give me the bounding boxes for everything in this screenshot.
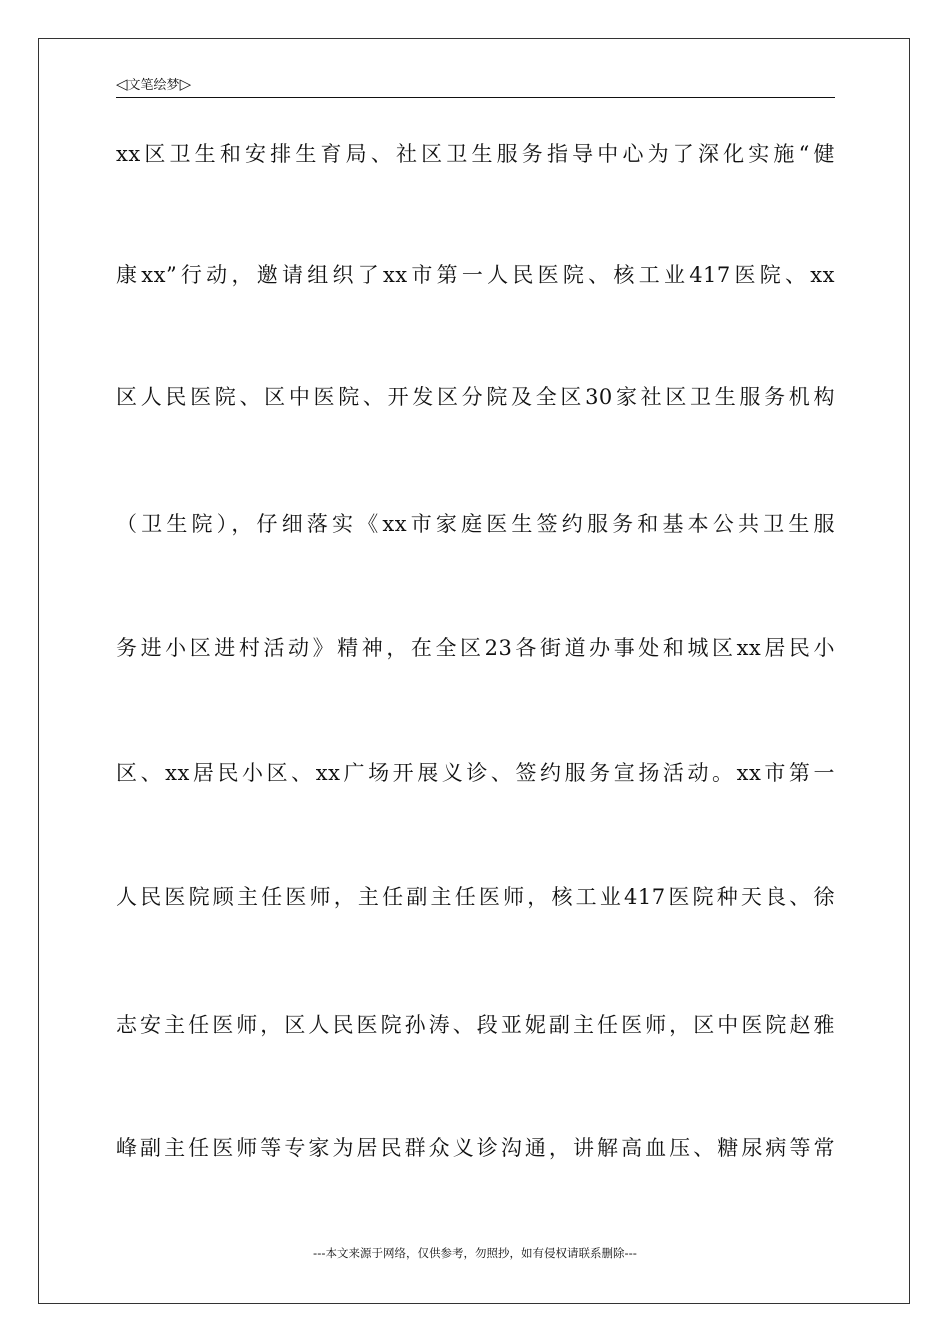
page-header	[116, 74, 835, 98]
page-border	[38, 38, 910, 1304]
body-text-line: （卫生院），仔细落实《xx市家庭医生签约服务和基本公共卫生服	[116, 512, 835, 536]
footer-disclaimer: ---本文来源于网络，仅供参考，勿照抄，如有侵权请联系删除---	[313, 1246, 637, 1260]
body-text-line: xx区卫生和安排生育局、社区卫生服务指导中心为了深化实施“健	[116, 142, 835, 166]
header-label	[116, 75, 191, 95]
body-text-line: 区人民医院、区中医院、开发区分院及全区30家社区卫生服务机构	[116, 385, 835, 409]
body-text-line: 志安主任医师，区人民医院孙涛、段亚妮副主任医师，区中医院赵雅	[116, 1013, 835, 1037]
body-text-line: 人民医院顾主任医师，主任副主任医师，核工业417医院种天良、徐	[116, 885, 835, 909]
left-triangle-icon: ◁	[116, 75, 128, 93]
body-text-line: 务进小区进村活动》精神，在全区23各街道办事处和城区xx居民小	[116, 636, 835, 660]
body-text-line: 康xx”行动，邀请组织了xx市第一人民医院、核工业417医院、xx	[116, 263, 835, 287]
right-triangle-icon: ▷	[179, 75, 192, 93]
body-text-line: 峰副主任医师等专家为居民群众义诊沟通，讲解高血压、糖尿病等常	[116, 1136, 835, 1160]
header-title: 文笔绘梦	[127, 78, 180, 93]
body-text-line: 区、xx居民小区、xx广场开展义诊、签约服务宣扬活动。xx市第一	[116, 761, 835, 785]
